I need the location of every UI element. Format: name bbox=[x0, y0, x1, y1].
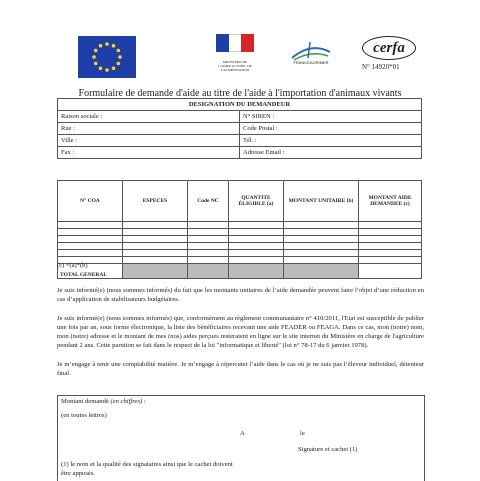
ministry-logo bbox=[210, 34, 260, 78]
lettres-label[interactable]: (en toutes lettres) bbox=[61, 412, 107, 419]
total-row bbox=[58, 264, 422, 279]
franceagrimer-logo bbox=[286, 38, 336, 68]
montant-label: Montant demandé bbox=[61, 398, 109, 405]
col-montant-unitaire: MONTANT UNITAIRE (b) bbox=[284, 181, 359, 222]
le-label[interactable]: le bbox=[300, 430, 305, 437]
applicant-table bbox=[57, 98, 422, 159]
ville-field[interactable]: Ville : bbox=[58, 135, 240, 147]
paragraph-publication: Je suis informé(e) (nous sommes informés) que, conformément au règlement communautaire n° 410/2011, l'Etat est susceptible de publier une fois par an, sous forme électronique, la liste des bénéficiaires recevant une aide FEADER ou FEAGA. Dans ce cas, mon (notre) nom, mon (notre) adresse et le montant de mes (nos) aides perçues resteraient en ligne sur le site internet du Ministère en charge de l'agriculture pendant 2 ans. Cette parution se fait dans le respect de la loi "informatique et liberté" (loi n° 78-17 du 6 janvier 1978). bbox=[57, 315, 424, 349]
eu-stars-icon bbox=[78, 36, 136, 78]
total-label: TOTAL GENERAL bbox=[58, 264, 123, 279]
paragraph-reduction: Je suis informé(e) (nous sommes informés) du fait que les montants unitaires de l’aide demandée peuvent faire l’objet d’une réduction en cas d’application de stabilisateurs budgétaires. bbox=[57, 287, 424, 303]
ministry-text: MINISTÈRE DE L'AGRICULTURE, DE L'ALIMENTATION bbox=[218, 60, 252, 72]
signatory-note: (1) le nom et la qualité des signataires ainsi que le cachet doivent être apposés. bbox=[61, 461, 233, 477]
col-especes: ESPECES bbox=[123, 181, 188, 222]
col-montant-aide: MONTANT AIDE DEMANDEE (c) bbox=[359, 181, 422, 222]
a-label[interactable]: A bbox=[240, 430, 245, 437]
siren-field[interactable]: N° SIREN : bbox=[240, 111, 422, 123]
code-postal-field[interactable]: Code Postal : bbox=[240, 123, 422, 135]
col-code-nc: Code NC bbox=[188, 181, 229, 222]
total-value[interactable] bbox=[359, 264, 422, 279]
montant-colon: : bbox=[142, 398, 146, 405]
montant-line[interactable] bbox=[61, 398, 146, 405]
tel-field[interactable]: Tél. : bbox=[240, 135, 422, 147]
montant-hint: (en chiffres) bbox=[110, 398, 143, 405]
raison-sociale-field[interactable]: Raison sociale : bbox=[58, 111, 240, 123]
aid-table bbox=[57, 180, 422, 279]
applicant-heading: DESIGNATION DU DEMANDEUR bbox=[58, 99, 422, 111]
franceagrimer-text: FRANCEAGRIMER bbox=[293, 60, 329, 65]
marianne-flag-icon bbox=[216, 34, 254, 52]
formula-note: (c) =(a)*(b) bbox=[57, 262, 88, 269]
eu-flag-logo bbox=[78, 36, 136, 78]
table-row[interactable] bbox=[58, 229, 422, 236]
form-title: Formulaire de demande d'aide au titre de l'aide à l'importation d'animaux vivants bbox=[78, 88, 402, 99]
table-row[interactable] bbox=[58, 250, 422, 257]
signature-cachet-label[interactable]: Signature et cachet (1) bbox=[298, 446, 358, 453]
paragraph-engagement: Je m’engage à tenir une comptabilité matière. Je m’engage à répercuter l’aide dans le cas où je ne suis pas l’éleveur individuel, détenteur final. bbox=[57, 361, 424, 377]
cerfa-number: N° 14920*01 bbox=[362, 63, 400, 71]
col-quantite: QUANTITE ÉLIGIBLE (a) bbox=[229, 181, 284, 222]
email-field[interactable]: Adresse Email : bbox=[240, 147, 422, 159]
table-row[interactable] bbox=[58, 257, 422, 264]
table-row[interactable] bbox=[58, 236, 422, 243]
table-row[interactable] bbox=[58, 243, 422, 250]
table-row[interactable] bbox=[58, 222, 422, 229]
fax-field[interactable]: Fax : bbox=[58, 147, 240, 159]
col-coa: N° COA bbox=[58, 181, 123, 222]
rue-field[interactable]: Rue : bbox=[58, 123, 240, 135]
cerfa-logo: cerfa bbox=[362, 36, 416, 60]
